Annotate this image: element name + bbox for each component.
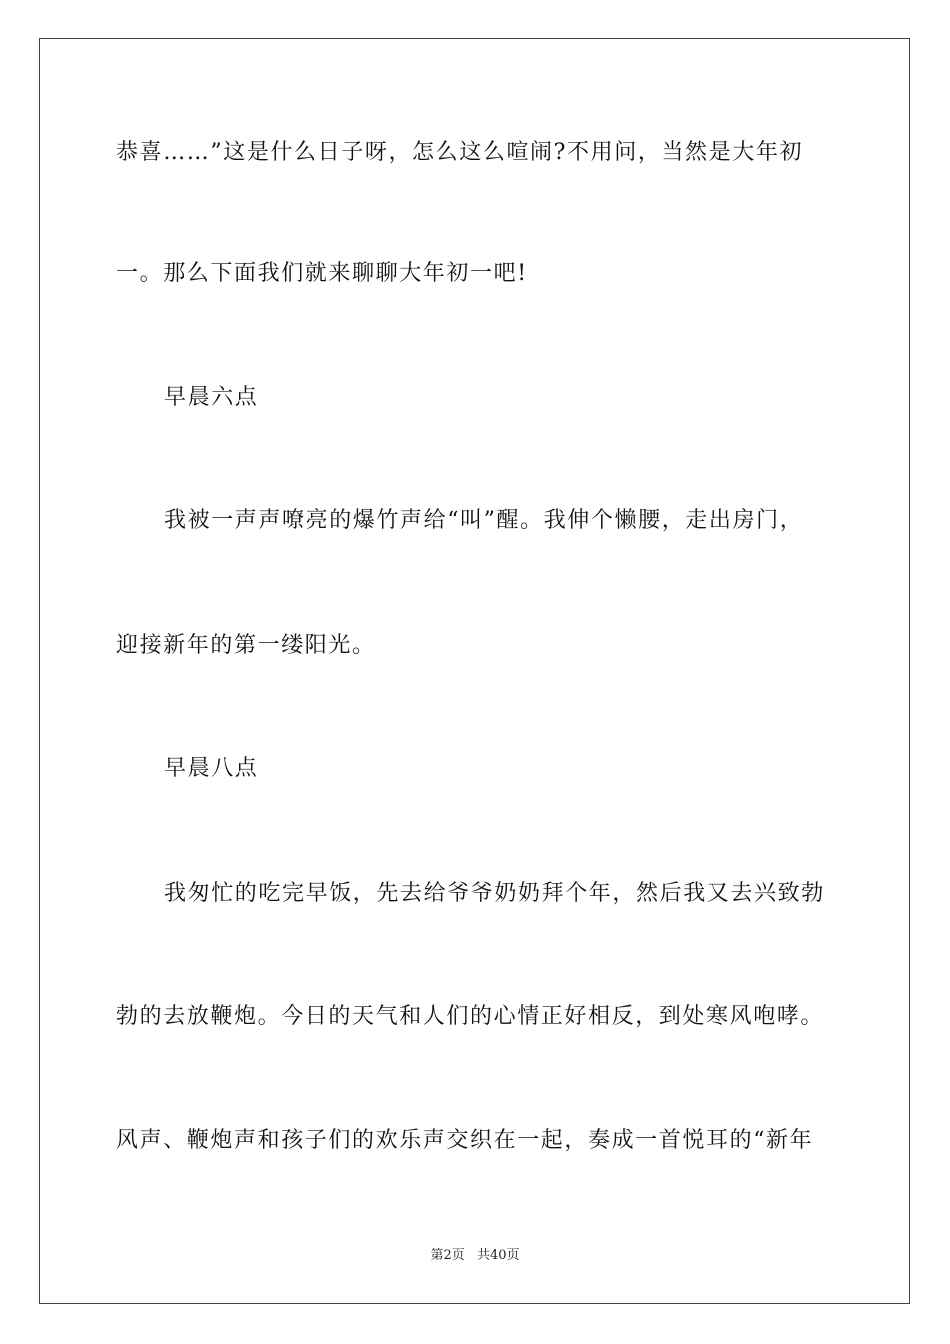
section-heading-eight-oclock: 早晨八点: [164, 756, 259, 781]
body-text-line: 风声、鞭炮声和孩子们的欢乐声交织在一起，奏成一首悦耳的“新年: [116, 1128, 814, 1153]
body-text-line: 迎接新年的第一缕阳光。: [116, 633, 376, 658]
page-footer: [0, 1247, 950, 1265]
body-text-line: 我匆忙的吃完早饭，先去给爷爷奶奶拜个年，然后我又去兴致勃: [164, 881, 825, 906]
body-text-line: 一。那么下面我们就来聊聊大年初一吧!: [116, 261, 528, 286]
body-text-line: 恭喜……”这是什么日子呀，怎么这么喧闹?不用问，当然是大年初: [116, 140, 804, 165]
page-frame: [39, 38, 910, 1304]
page-number: 第2页: [430, 1248, 465, 1263]
body-text-line: 勃的去放鞭炮。今日的天气和人们的心情正好相反，到处寒风咆哮。: [116, 1004, 825, 1029]
total-pages: 共40页: [476, 1248, 520, 1263]
body-text-line: 我被一声声嘹亮的爆竹声给“叫”醒。我伸个懒腰，走出房门，: [164, 508, 804, 533]
section-heading-six-oclock: 早晨六点: [164, 385, 259, 410]
